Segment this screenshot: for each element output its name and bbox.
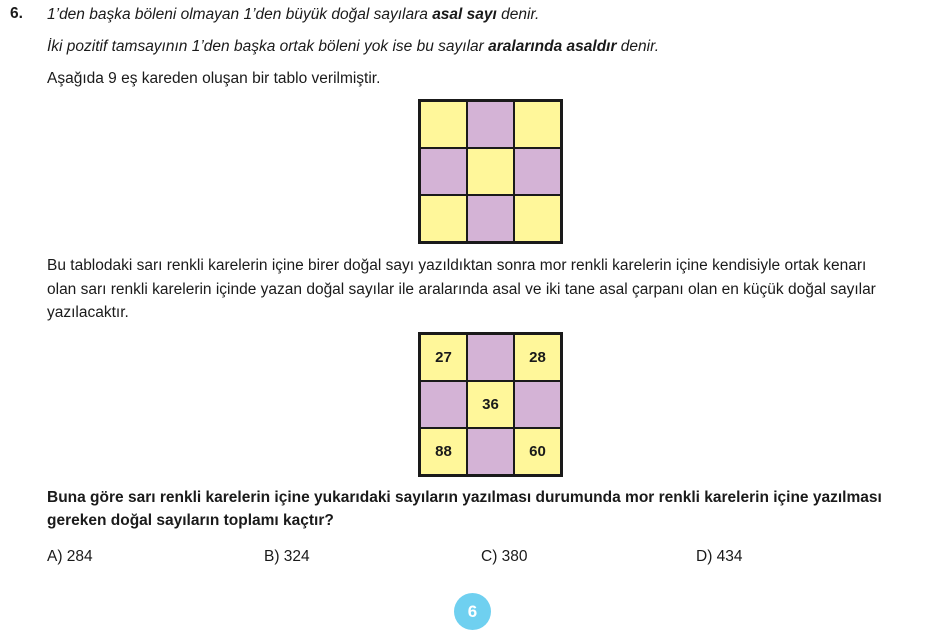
choice-d[interactable]: D) 434 [696, 548, 743, 565]
grid2-cell-9: 60 [514, 428, 561, 475]
definition-prime-post: denir. [496, 6, 540, 23]
grid1-cell-3 [514, 101, 561, 148]
body-line-2: olan sarı renkli karelerin içinde yazan doğal sayılar ile aralarında asal ve iki tane asal çarpanı olan en küçük doğal sayılar [47, 281, 876, 298]
page-number-badge: 6 [454, 593, 491, 630]
term-prime: asal sayı [432, 6, 497, 23]
definition-coprime-post: denir. [616, 38, 660, 55]
question-number: 6. [10, 5, 23, 22]
intro-text: Aşağıda 9 eş kareden oluşan bir tablo verilmiştir. [47, 70, 381, 87]
body-line-3: yazılacaktır. [47, 304, 129, 321]
grid1-cell-7 [420, 195, 467, 242]
grid1-cell-5 [467, 148, 514, 195]
body-line-1: Bu tablodaki sarı renkli karelerin içine birer doğal sayı yazıldıktan sonra mor renkli karelerin içine kendisiyle ortak kenarı [47, 257, 867, 274]
grid1-cell-1 [420, 101, 467, 148]
grid2-cell-4 [420, 381, 467, 428]
grid2-cell-1: 27 [420, 334, 467, 381]
definition-coprime [47, 37, 659, 57]
empty-grid [418, 99, 563, 244]
grid1-cell-8 [467, 195, 514, 242]
grid1-cell-2 [467, 101, 514, 148]
grid2-cell-3: 28 [514, 334, 561, 381]
grid2-cell-2 [467, 334, 514, 381]
prompt-line-1: Buna göre sarı renkli karelerin içine yukarıdaki sayıların yazılması durumunda mor renkli karelerin içine yazılması [47, 489, 882, 506]
grid1-cell-6 [514, 148, 561, 195]
term-coprime: aralarında asaldır [488, 38, 617, 55]
prompt-line-2: gereken doğal sayıların toplamı kaçtır? [47, 512, 334, 529]
grid2-cell-6 [514, 381, 561, 428]
choice-c[interactable]: C) 380 [481, 548, 528, 565]
grid2-cell-8 [467, 428, 514, 475]
grid1-cell-9 [514, 195, 561, 242]
grid2-cell-7: 88 [420, 428, 467, 475]
choice-a[interactable]: A) 284 [47, 548, 93, 565]
grid2-cell-5: 36 [467, 381, 514, 428]
definition-prime [47, 5, 539, 25]
choice-b[interactable]: B) 324 [264, 548, 310, 565]
definition-coprime-pre: İki pozitif tamsayının 1’den başka ortak böleni yok ise bu sayılar [47, 38, 489, 55]
grid1-cell-4 [420, 148, 467, 195]
definition-prime-pre: 1’den başka böleni olmayan 1’den büyük doğal sayılara [47, 6, 433, 23]
number-grid [418, 332, 563, 477]
